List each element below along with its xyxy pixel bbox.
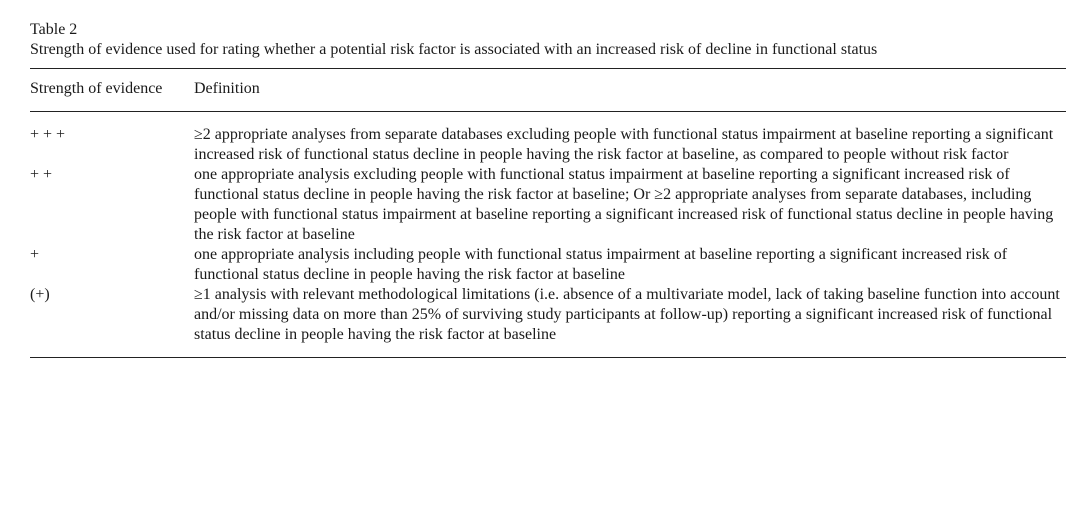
table-figure <box>30 20 1066 358</box>
strength-cell: + <box>30 246 40 263</box>
definition-cell: one appropriate analysis including people with functional status impairment at baseline reporting a significant increased risk of functional status decline in people having the risk factor at baseline <box>194 246 1008 283</box>
definition-cell: one appropriate analysis excluding people with functional status impairment at baseline reporting a significant increased risk of functional status decline in people having the risk factor at baseline; Or ≥2 appropriate analyses from separate databases, including people with functional status impairment at baseline reporting a significant increased risk of functional status decline in people having the risk factor at baseline <box>194 166 1054 243</box>
strength-cell: + + <box>30 166 53 183</box>
header-strength: Strength of evidence <box>30 80 163 97</box>
table-row <box>30 285 1066 357</box>
table-row <box>30 112 1066 165</box>
definition-cell: ≥1 analysis with relevant methodological limitations (i.e. absence of a multivariate model, lack of taking baseline function into account and/or missing data on more than 25% of surviving study participants at follow-up) reporting a significant increased risk of functional status decline in people having the risk factor at baseline <box>194 286 1060 343</box>
definition-cell: ≥2 appropriate analyses from separate databases excluding people with functional status impairment at baseline reporting a significant increased risk of functional status decline in people having the risk factor at baseline, as compared to people without risk factor <box>194 126 1054 163</box>
bottom-rule <box>30 357 1066 358</box>
strength-cell: (+) <box>30 286 50 303</box>
table-caption: Strength of evidence used for rating whether a potential risk factor is associated with an increased risk of decline in functional status <box>30 41 878 58</box>
evidence-table <box>30 69 1066 111</box>
header-definition: Definition <box>194 80 260 97</box>
strength-cell: + + + <box>30 126 66 143</box>
table-row <box>30 165 1066 245</box>
header-row <box>30 69 1066 111</box>
table-label: Table 2 <box>30 21 78 38</box>
table-row <box>30 245 1066 285</box>
evidence-table-body <box>30 112 1066 357</box>
